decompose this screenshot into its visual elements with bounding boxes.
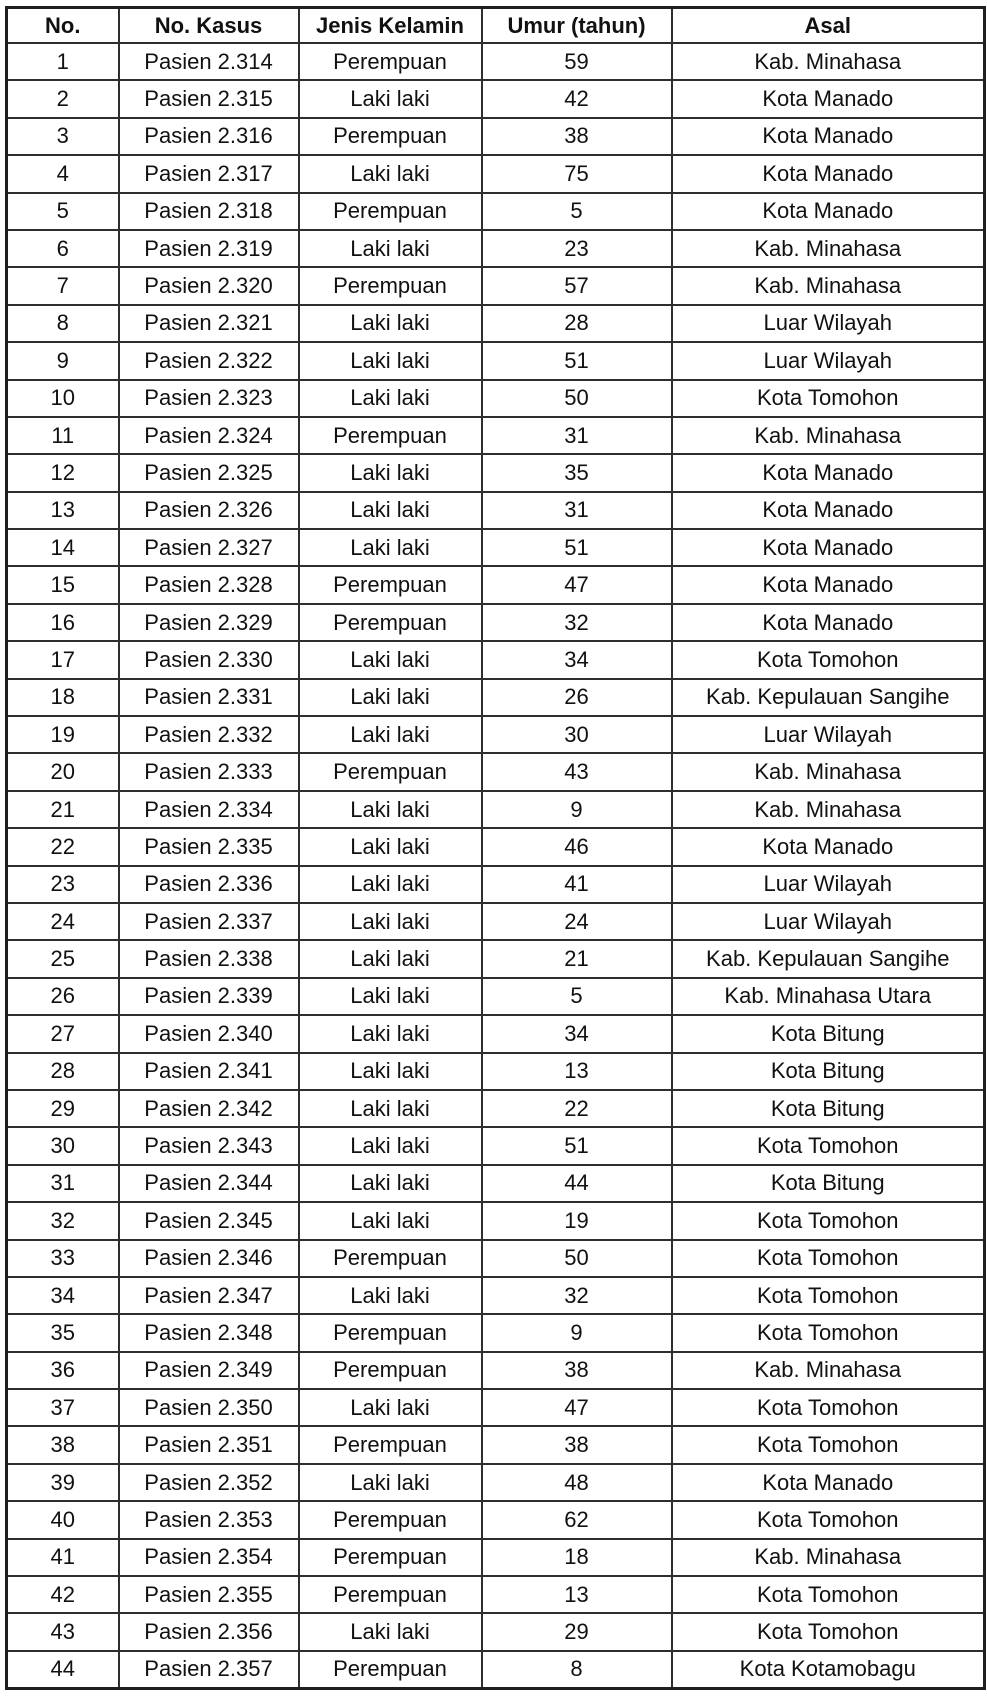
cell-umur: 42	[482, 80, 672, 117]
column-header-kasus: No. Kasus	[119, 8, 299, 44]
cell-no: 17	[7, 641, 119, 678]
table-row	[7, 1202, 985, 1239]
cell-kasus: Pasien 2.339	[119, 978, 299, 1015]
cell-asal: Kab. Minahasa	[672, 1352, 985, 1389]
table-row	[7, 716, 985, 753]
cell-kasus: Pasien 2.349	[119, 1352, 299, 1389]
cell-umur: 44	[482, 1165, 672, 1202]
cell-kasus: Pasien 2.331	[119, 679, 299, 716]
cell-asal: Kab. Minahasa	[672, 43, 985, 80]
cell-kasus: Pasien 2.317	[119, 155, 299, 192]
cell-asal: Kota Manado	[672, 492, 985, 529]
cell-asal: Kota Manado	[672, 454, 985, 491]
cell-kasus: Pasien 2.318	[119, 193, 299, 230]
cell-asal: Kab. Kepulauan Sangihe	[672, 679, 985, 716]
cell-umur: 19	[482, 1202, 672, 1239]
cell-jenis-kelamin: Perempuan	[299, 1539, 482, 1576]
cell-umur: 34	[482, 641, 672, 678]
cell-umur: 50	[482, 1240, 672, 1277]
cell-kasus: Pasien 2.340	[119, 1015, 299, 1052]
patient-table	[5, 6, 986, 1690]
table-body	[7, 43, 985, 1689]
cell-jenis-kelamin: Laki laki	[299, 454, 482, 491]
cell-jenis-kelamin: Laki laki	[299, 155, 482, 192]
cell-umur: 41	[482, 866, 672, 903]
cell-asal: Kab. Minahasa	[672, 267, 985, 304]
cell-asal: Kota Bitung	[672, 1053, 985, 1090]
cell-jenis-kelamin: Laki laki	[299, 679, 482, 716]
cell-umur: 35	[482, 454, 672, 491]
cell-jenis-kelamin: Perempuan	[299, 604, 482, 641]
cell-no: 30	[7, 1127, 119, 1164]
cell-jenis-kelamin: Perempuan	[299, 43, 482, 80]
table-row	[7, 1127, 985, 1164]
table-row	[7, 903, 985, 940]
cell-asal: Kota Tomohon	[672, 1576, 985, 1613]
table-row	[7, 1501, 985, 1538]
cell-no: 16	[7, 604, 119, 641]
cell-umur: 23	[482, 230, 672, 267]
cell-asal: Kab. Minahasa Utara	[672, 978, 985, 1015]
column-header-no: No.	[7, 8, 119, 44]
cell-asal: Kab. Minahasa	[672, 753, 985, 790]
cell-kasus: Pasien 2.319	[119, 230, 299, 267]
cell-jenis-kelamin: Laki laki	[299, 380, 482, 417]
cell-kasus: Pasien 2.315	[119, 80, 299, 117]
cell-umur: 46	[482, 828, 672, 865]
cell-kasus: Pasien 2.355	[119, 1576, 299, 1613]
cell-jenis-kelamin: Perempuan	[299, 193, 482, 230]
cell-umur: 48	[482, 1464, 672, 1501]
cell-no: 7	[7, 267, 119, 304]
column-header-umur: Umur (tahun)	[482, 8, 672, 44]
cell-kasus: Pasien 2.350	[119, 1389, 299, 1426]
table-row	[7, 679, 985, 716]
cell-jenis-kelamin: Perempuan	[299, 118, 482, 155]
cell-no: 36	[7, 1352, 119, 1389]
cell-umur: 31	[482, 417, 672, 454]
table-row	[7, 118, 985, 155]
table-row	[7, 80, 985, 117]
table-row	[7, 978, 985, 1015]
table-row	[7, 1015, 985, 1052]
cell-kasus: Pasien 2.352	[119, 1464, 299, 1501]
cell-jenis-kelamin: Laki laki	[299, 492, 482, 529]
cell-no: 38	[7, 1426, 119, 1463]
cell-asal: Kab. Minahasa	[672, 791, 985, 828]
cell-asal: Kota Tomohon	[672, 1426, 985, 1463]
table-row	[7, 1539, 985, 1576]
cell-umur: 13	[482, 1576, 672, 1613]
table-row	[7, 866, 985, 903]
cell-kasus: Pasien 2.320	[119, 267, 299, 304]
table-row	[7, 641, 985, 678]
cell-umur: 47	[482, 566, 672, 603]
cell-no: 31	[7, 1165, 119, 1202]
cell-kasus: Pasien 2.356	[119, 1613, 299, 1650]
cell-jenis-kelamin: Perempuan	[299, 267, 482, 304]
cell-umur: 31	[482, 492, 672, 529]
cell-jenis-kelamin: Laki laki	[299, 791, 482, 828]
cell-no: 22	[7, 828, 119, 865]
cell-no: 25	[7, 940, 119, 977]
table-row	[7, 492, 985, 529]
cell-jenis-kelamin: Laki laki	[299, 903, 482, 940]
cell-no: 43	[7, 1613, 119, 1650]
cell-jenis-kelamin: Perempuan	[299, 417, 482, 454]
cell-no: 29	[7, 1090, 119, 1127]
cell-umur: 38	[482, 1426, 672, 1463]
cell-no: 18	[7, 679, 119, 716]
table-row	[7, 1576, 985, 1613]
cell-umur: 38	[482, 118, 672, 155]
cell-no: 10	[7, 380, 119, 417]
cell-no: 13	[7, 492, 119, 529]
cell-no: 28	[7, 1053, 119, 1090]
cell-kasus: Pasien 2.348	[119, 1314, 299, 1351]
cell-jenis-kelamin: Laki laki	[299, 1165, 482, 1202]
cell-no: 3	[7, 118, 119, 155]
cell-asal: Kota Tomohon	[672, 1202, 985, 1239]
table-row	[7, 791, 985, 828]
cell-asal: Kota Tomohon	[672, 1240, 985, 1277]
cell-no: 21	[7, 791, 119, 828]
cell-asal: Kota Manado	[672, 604, 985, 641]
cell-umur: 47	[482, 1389, 672, 1426]
cell-asal: Kota Manado	[672, 118, 985, 155]
table-row	[7, 155, 985, 192]
cell-jenis-kelamin: Laki laki	[299, 978, 482, 1015]
cell-asal: Kota Manado	[672, 566, 985, 603]
cell-jenis-kelamin: Laki laki	[299, 940, 482, 977]
cell-asal: Kota Tomohon	[672, 1277, 985, 1314]
cell-kasus: Pasien 2.321	[119, 305, 299, 342]
cell-umur: 24	[482, 903, 672, 940]
cell-jenis-kelamin: Laki laki	[299, 866, 482, 903]
cell-kasus: Pasien 2.335	[119, 828, 299, 865]
table-row	[7, 267, 985, 304]
cell-asal: Kota Manado	[672, 155, 985, 192]
cell-asal: Kota Manado	[672, 1464, 985, 1501]
cell-asal: Kota Bitung	[672, 1090, 985, 1127]
cell-no: 14	[7, 529, 119, 566]
table-row	[7, 566, 985, 603]
table-row	[7, 1651, 985, 1689]
cell-kasus: Pasien 2.333	[119, 753, 299, 790]
cell-kasus: Pasien 2.314	[119, 43, 299, 80]
cell-jenis-kelamin: Laki laki	[299, 1053, 482, 1090]
cell-umur: 13	[482, 1053, 672, 1090]
cell-umur: 22	[482, 1090, 672, 1127]
cell-no: 15	[7, 566, 119, 603]
cell-jenis-kelamin: Laki laki	[299, 828, 482, 865]
cell-kasus: Pasien 2.328	[119, 566, 299, 603]
cell-jenis-kelamin: Laki laki	[299, 1202, 482, 1239]
cell-jenis-kelamin: Laki laki	[299, 342, 482, 379]
cell-no: 40	[7, 1501, 119, 1538]
cell-jenis-kelamin: Laki laki	[299, 1613, 482, 1650]
cell-jenis-kelamin: Perempuan	[299, 1501, 482, 1538]
cell-umur: 51	[482, 342, 672, 379]
column-header-asal: Asal	[672, 8, 985, 44]
cell-umur: 32	[482, 1277, 672, 1314]
cell-no: 6	[7, 230, 119, 267]
cell-jenis-kelamin: Laki laki	[299, 1389, 482, 1426]
cell-no: 35	[7, 1314, 119, 1351]
table-row	[7, 193, 985, 230]
cell-kasus: Pasien 2.327	[119, 529, 299, 566]
cell-umur: 34	[482, 1015, 672, 1052]
cell-no: 12	[7, 454, 119, 491]
cell-umur: 8	[482, 1651, 672, 1689]
cell-jenis-kelamin: Laki laki	[299, 1127, 482, 1164]
cell-asal: Luar Wilayah	[672, 866, 985, 903]
cell-asal: Kota Tomohon	[672, 1314, 985, 1351]
cell-kasus: Pasien 2.351	[119, 1426, 299, 1463]
table-row	[7, 828, 985, 865]
cell-jenis-kelamin: Laki laki	[299, 230, 482, 267]
table-row	[7, 230, 985, 267]
cell-asal: Kota Kotamobagu	[672, 1651, 985, 1689]
cell-jenis-kelamin: Perempuan	[299, 1576, 482, 1613]
cell-kasus: Pasien 2.357	[119, 1651, 299, 1689]
cell-kasus: Pasien 2.347	[119, 1277, 299, 1314]
cell-jenis-kelamin: Perempuan	[299, 1426, 482, 1463]
cell-kasus: Pasien 2.334	[119, 791, 299, 828]
cell-asal: Kota Tomohon	[672, 1501, 985, 1538]
cell-umur: 21	[482, 940, 672, 977]
cell-no: 44	[7, 1651, 119, 1689]
cell-umur: 38	[482, 1352, 672, 1389]
cell-no: 26	[7, 978, 119, 1015]
cell-no: 11	[7, 417, 119, 454]
cell-umur: 26	[482, 679, 672, 716]
cell-kasus: Pasien 2.338	[119, 940, 299, 977]
cell-asal: Kota Manado	[672, 193, 985, 230]
cell-no: 41	[7, 1539, 119, 1576]
cell-umur: 51	[482, 529, 672, 566]
cell-asal: Luar Wilayah	[672, 305, 985, 342]
cell-umur: 5	[482, 978, 672, 1015]
table-row	[7, 1314, 985, 1351]
cell-kasus: Pasien 2.332	[119, 716, 299, 753]
table-row	[7, 1389, 985, 1426]
table-row	[7, 1053, 985, 1090]
cell-kasus: Pasien 2.346	[119, 1240, 299, 1277]
cell-kasus: Pasien 2.341	[119, 1053, 299, 1090]
table-row	[7, 529, 985, 566]
table-row	[7, 1613, 985, 1650]
cell-no: 9	[7, 342, 119, 379]
cell-asal: Kota Manado	[672, 80, 985, 117]
table-row	[7, 305, 985, 342]
cell-asal: Kab. Minahasa	[672, 1539, 985, 1576]
cell-jenis-kelamin: Perempuan	[299, 1352, 482, 1389]
cell-jenis-kelamin: Perempuan	[299, 566, 482, 603]
cell-jenis-kelamin: Laki laki	[299, 716, 482, 753]
cell-no: 42	[7, 1576, 119, 1613]
cell-no: 27	[7, 1015, 119, 1052]
cell-asal: Kota Tomohon	[672, 1389, 985, 1426]
cell-kasus: Pasien 2.342	[119, 1090, 299, 1127]
cell-jenis-kelamin: Laki laki	[299, 641, 482, 678]
cell-kasus: Pasien 2.337	[119, 903, 299, 940]
cell-kasus: Pasien 2.353	[119, 1501, 299, 1538]
cell-jenis-kelamin: Laki laki	[299, 305, 482, 342]
cell-no: 1	[7, 43, 119, 80]
cell-no: 39	[7, 1464, 119, 1501]
cell-umur: 28	[482, 305, 672, 342]
table-row	[7, 1464, 985, 1501]
cell-no: 32	[7, 1202, 119, 1239]
cell-no: 19	[7, 716, 119, 753]
cell-umur: 30	[482, 716, 672, 753]
cell-jenis-kelamin: Laki laki	[299, 529, 482, 566]
cell-no: 23	[7, 866, 119, 903]
cell-umur: 75	[482, 155, 672, 192]
table-head	[7, 8, 985, 44]
cell-umur: 43	[482, 753, 672, 790]
cell-no: 34	[7, 1277, 119, 1314]
cell-asal: Kota Tomohon	[672, 1127, 985, 1164]
cell-asal: Luar Wilayah	[672, 342, 985, 379]
cell-asal: Kab. Kepulauan Sangihe	[672, 940, 985, 977]
cell-asal: Kota Manado	[672, 529, 985, 566]
cell-jenis-kelamin: Laki laki	[299, 80, 482, 117]
table-row	[7, 43, 985, 80]
table-row	[7, 1165, 985, 1202]
cell-kasus: Pasien 2.322	[119, 342, 299, 379]
cell-jenis-kelamin: Laki laki	[299, 1015, 482, 1052]
cell-umur: 29	[482, 1613, 672, 1650]
cell-kasus: Pasien 2.343	[119, 1127, 299, 1164]
cell-asal: Luar Wilayah	[672, 903, 985, 940]
table-row	[7, 417, 985, 454]
cell-jenis-kelamin: Perempuan	[299, 1314, 482, 1351]
table-row	[7, 1426, 985, 1463]
table-row	[7, 1277, 985, 1314]
table-row	[7, 1352, 985, 1389]
cell-jenis-kelamin: Laki laki	[299, 1277, 482, 1314]
cell-asal: Kab. Minahasa	[672, 417, 985, 454]
cell-jenis-kelamin: Perempuan	[299, 1651, 482, 1689]
cell-kasus: Pasien 2.344	[119, 1165, 299, 1202]
cell-jenis-kelamin: Perempuan	[299, 753, 482, 790]
cell-asal: Kota Bitung	[672, 1165, 985, 1202]
cell-umur: 62	[482, 1501, 672, 1538]
table-row	[7, 1090, 985, 1127]
cell-umur: 32	[482, 604, 672, 641]
cell-asal: Kota Manado	[672, 828, 985, 865]
cell-umur: 59	[482, 43, 672, 80]
table-row	[7, 342, 985, 379]
column-header-jenis-kelamin: Jenis Kelamin	[299, 8, 482, 44]
table-row	[7, 940, 985, 977]
cell-kasus: Pasien 2.324	[119, 417, 299, 454]
table-row	[7, 1240, 985, 1277]
cell-asal: Kota Tomohon	[672, 380, 985, 417]
cell-umur: 5	[482, 193, 672, 230]
cell-asal: Luar Wilayah	[672, 716, 985, 753]
cell-no: 24	[7, 903, 119, 940]
table-row	[7, 454, 985, 491]
cell-no: 33	[7, 1240, 119, 1277]
cell-kasus: Pasien 2.345	[119, 1202, 299, 1239]
cell-jenis-kelamin: Laki laki	[299, 1464, 482, 1501]
cell-kasus: Pasien 2.330	[119, 641, 299, 678]
cell-kasus: Pasien 2.323	[119, 380, 299, 417]
cell-no: 20	[7, 753, 119, 790]
table-row	[7, 380, 985, 417]
cell-asal: Kota Tomohon	[672, 641, 985, 678]
cell-no: 37	[7, 1389, 119, 1426]
cell-kasus: Pasien 2.354	[119, 1539, 299, 1576]
cell-jenis-kelamin: Perempuan	[299, 1240, 482, 1277]
cell-umur: 57	[482, 267, 672, 304]
cell-kasus: Pasien 2.326	[119, 492, 299, 529]
cell-jenis-kelamin: Laki laki	[299, 1090, 482, 1127]
cell-asal: Kota Bitung	[672, 1015, 985, 1052]
cell-kasus: Pasien 2.336	[119, 866, 299, 903]
cell-no: 4	[7, 155, 119, 192]
cell-umur: 51	[482, 1127, 672, 1164]
table-row	[7, 753, 985, 790]
table-row	[7, 604, 985, 641]
cell-kasus: Pasien 2.316	[119, 118, 299, 155]
cell-umur: 18	[482, 1539, 672, 1576]
cell-umur: 9	[482, 1314, 672, 1351]
cell-no: 2	[7, 80, 119, 117]
cell-kasus: Pasien 2.325	[119, 454, 299, 491]
cell-umur: 50	[482, 380, 672, 417]
cell-no: 8	[7, 305, 119, 342]
table-header-row	[7, 8, 985, 44]
cell-kasus: Pasien 2.329	[119, 604, 299, 641]
cell-umur: 9	[482, 791, 672, 828]
cell-asal: Kab. Minahasa	[672, 230, 985, 267]
cell-asal: Kota Tomohon	[672, 1613, 985, 1650]
cell-no: 5	[7, 193, 119, 230]
